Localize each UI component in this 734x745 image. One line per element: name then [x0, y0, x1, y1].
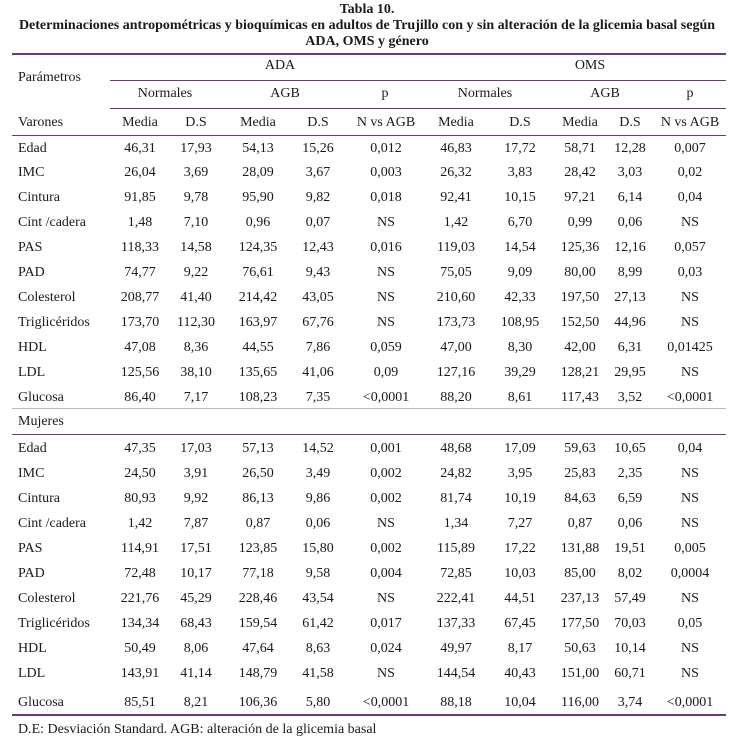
cell-ada-agb-ds: 9,86 [305, 491, 331, 506]
col-media: Media [240, 115, 276, 130]
cell-param: Edad [18, 141, 47, 156]
table-row [0, 286, 734, 311]
col-nvsagb: N vs AGB [660, 115, 720, 130]
cell-ada-p: 0,024 [370, 641, 402, 656]
cell-param: Cint /cadera [18, 516, 87, 531]
cell-ada-agb-ds: 9,82 [305, 190, 331, 205]
cell-oms-normal-media: 72,85 [440, 566, 472, 581]
varones-rule [12, 135, 726, 136]
cell-oms-p: 0,01425 [667, 340, 713, 355]
cell-oms-normal-ds: 108,95 [500, 315, 540, 330]
cell-ada-p: NS [377, 516, 395, 531]
cell-ada-agb-media: 159,54 [238, 616, 278, 631]
cell-oms-agb-media: 80,00 [564, 265, 596, 280]
table-row [0, 186, 734, 211]
cell-oms-agb-ds: 60,71 [614, 666, 646, 681]
cell-ada-p: NS [377, 591, 395, 606]
cell-ada-p: 0,018 [370, 190, 402, 205]
table-row [0, 537, 734, 562]
header-ada-p: p [381, 86, 389, 101]
cell-oms-p: <0,0001 [666, 695, 714, 710]
table-row [0, 211, 734, 236]
cell-oms-p: NS [681, 365, 699, 380]
cell-ada-agb-media: 123,85 [238, 541, 278, 556]
cell-ada-agb-ds: 41,06 [302, 365, 334, 380]
footnote: D.E: Desviación Standard. AGB: alteración de la glicemia basal [18, 722, 377, 737]
cell-oms-agb-media: 116,00 [561, 695, 599, 710]
cell-oms-normal-media: 173,73 [436, 315, 476, 330]
cell-ada-normal-media: 47,35 [124, 441, 156, 456]
cell-param: Colesterol [18, 591, 76, 606]
cell-ada-normal-media: 114,91 [121, 541, 159, 556]
cell-oms-agb-media: 152,50 [560, 315, 600, 330]
cell-oms-normal-media: 75,05 [440, 265, 472, 280]
cell-ada-agb-ds: 7,86 [305, 340, 331, 355]
cell-ada-agb-ds: 43,54 [302, 591, 334, 606]
cell-ada-agb-media: 28,09 [242, 165, 274, 180]
cell-ada-agb-ds: 9,58 [305, 566, 331, 581]
cell-ada-p: 0,003 [370, 165, 402, 180]
cell-oms-agb-ds: 6,31 [617, 340, 643, 355]
cell-oms-p: NS [681, 516, 699, 531]
cell-ada-normal-ds: 7,17 [183, 390, 209, 405]
cell-param: PAS [18, 240, 43, 255]
col-media: Media [562, 115, 598, 130]
cell-oms-p: 0,05 [677, 616, 703, 631]
cell-oms-normal-ds: 44,51 [504, 591, 536, 606]
table-row [0, 137, 734, 162]
cell-oms-normal-ds: 3,95 [507, 466, 533, 481]
cell-param: LDL [18, 365, 46, 380]
cell-ada-agb-media: 86,13 [242, 491, 274, 506]
cell-ada-agb-media: 148,79 [238, 666, 278, 681]
cell-oms-normal-media: 115,89 [437, 541, 475, 556]
cell-ada-normal-ds: 112,30 [177, 315, 215, 330]
mujeres-label: Mujeres [18, 414, 64, 429]
cell-oms-normal-media: 92,41 [440, 190, 472, 205]
cell-oms-agb-media: 131,88 [560, 541, 600, 556]
cell-oms-normal-ds: 67,45 [504, 616, 536, 631]
cell-ada-normal-media: 86,40 [124, 390, 156, 405]
cell-ada-normal-media: 72,48 [124, 566, 156, 581]
cell-param: Edad [18, 441, 47, 456]
cell-param: IMC [18, 165, 45, 180]
cell-param: Glucosa [18, 695, 64, 710]
cell-ada-normal-media: 50,49 [124, 641, 156, 656]
cell-ada-agb-media: 47,64 [242, 641, 274, 656]
cell-oms-normal-media: 81,74 [440, 491, 472, 506]
cell-ada-normal-media: 74,77 [124, 265, 156, 280]
cell-ada-normal-ds: 8,21 [183, 695, 209, 710]
cell-ada-agb-media: 228,46 [238, 591, 278, 606]
cell-oms-normal-ds: 9,09 [507, 265, 533, 280]
cell-oms-agb-media: 117,43 [561, 390, 599, 405]
cell-ada-normal-ds: 7,87 [183, 516, 209, 531]
cell-oms-normal-ds: 3,83 [507, 165, 533, 180]
table-row [0, 462, 734, 487]
table-row [0, 311, 734, 336]
cell-oms-normal-ds: 17,09 [504, 441, 536, 456]
cell-oms-normal-media: 119,03 [437, 240, 475, 255]
header-parametros: Parámetros [18, 70, 81, 85]
cell-oms-agb-media: 177,50 [560, 616, 600, 631]
table-row [0, 691, 734, 716]
cell-oms-agb-media: 0,99 [567, 215, 593, 230]
cell-param: Cintura [18, 491, 60, 506]
table-caption-cont: ADA, OMS y género [305, 34, 429, 49]
cell-ada-normal-ds: 41,40 [180, 290, 212, 305]
table-row [0, 161, 734, 186]
cell-ada-p: 0,016 [370, 240, 402, 255]
cell-ada-normal-media: 47,08 [124, 340, 156, 355]
cell-oms-normal-media: 46,83 [440, 141, 472, 156]
cell-ada-normal-ds: 9,92 [183, 491, 209, 506]
cell-ada-normal-ds: 17,93 [180, 141, 212, 156]
header-oms: OMS [574, 58, 606, 73]
mujeres-header-row [0, 410, 734, 435]
cell-ada-p: 0,001 [370, 441, 402, 456]
cell-ada-normal-media: 125,56 [120, 365, 160, 380]
cell-oms-normal-media: 26,32 [440, 165, 472, 180]
cell-ada-agb-media: 0,96 [245, 215, 271, 230]
cell-ada-normal-ds: 7,10 [183, 215, 209, 230]
cell-ada-normal-ds: 41,14 [180, 666, 212, 681]
cell-ada-agb-ds: 14,52 [302, 441, 334, 456]
cell-ada-p: NS [377, 290, 395, 305]
cell-ada-normal-media: 1,42 [127, 516, 153, 531]
cell-ada-normal-ds: 3,91 [183, 466, 209, 481]
cell-ada-normal-media: 143,91 [120, 666, 160, 681]
cell-oms-normal-media: 144,54 [436, 666, 476, 681]
cell-param: LDL [18, 666, 46, 681]
cell-oms-normal-media: 48,68 [440, 441, 472, 456]
cell-ada-p: <0,0001 [362, 695, 410, 710]
cell-ada-normal-ds: 38,10 [180, 365, 212, 380]
cell-ada-agb-ds: 41,58 [302, 666, 334, 681]
cell-ada-agb-ds: 12,43 [302, 240, 334, 255]
cell-ada-agb-media: 106,36 [238, 695, 278, 710]
cell-ada-normal-media: 221,76 [120, 591, 160, 606]
cell-ada-normal-media: 80,93 [124, 491, 156, 506]
cell-ada-p: 0,017 [370, 616, 402, 631]
cell-param: Cint /cadera [18, 215, 87, 230]
cell-param: HDL [18, 340, 47, 355]
cell-oms-p: NS [681, 641, 699, 656]
cell-oms-p: 0,04 [677, 441, 703, 456]
col-nvsagb: N vs AGB [356, 115, 416, 130]
cell-oms-agb-ds: 57,49 [614, 591, 646, 606]
cell-ada-normal-media: 173,70 [120, 315, 160, 330]
cell-ada-normal-media: 26,04 [124, 165, 156, 180]
cell-ada-normal-ds: 3,69 [183, 165, 209, 180]
cell-oms-agb-ds: 6,59 [617, 491, 643, 506]
header-sub-rule-2 [110, 108, 726, 109]
table-row [0, 437, 734, 462]
cell-oms-agb-ds: 44,96 [614, 315, 646, 330]
cell-param: PAD [18, 265, 45, 280]
cell-oms-agb-ds: 10,65 [614, 441, 646, 456]
cell-ada-agb-media: 0,87 [245, 516, 271, 531]
cell-ada-p: NS [377, 215, 395, 230]
cell-ada-normal-ds: 9,78 [183, 190, 209, 205]
cell-oms-normal-ds: 10,19 [504, 491, 536, 506]
cell-ada-normal-ds: 17,51 [180, 541, 212, 556]
cell-oms-normal-ds: 10,03 [504, 566, 536, 581]
cell-oms-agb-media: 50,63 [564, 641, 596, 656]
cell-oms-normal-media: 49,97 [440, 641, 472, 656]
cell-ada-agb-media: 135,65 [238, 365, 278, 380]
varones-header-row [0, 111, 734, 136]
cell-oms-normal-media: 127,16 [436, 365, 476, 380]
table-row [0, 361, 734, 386]
cell-param: Triglicéridos [18, 315, 90, 330]
cell-oms-p: <0,0001 [666, 390, 714, 405]
cell-param: Cintura [18, 190, 60, 205]
col-media: Media [122, 115, 158, 130]
table-row [0, 637, 734, 662]
cell-ada-agb-ds: 8,63 [305, 641, 331, 656]
cell-oms-normal-media: 210,60 [436, 290, 476, 305]
cell-ada-agb-ds: 0,06 [305, 516, 331, 531]
cell-ada-normal-media: 134,34 [120, 616, 160, 631]
cell-ada-normal-ds: 8,06 [183, 641, 209, 656]
col-media: Media [438, 115, 474, 130]
col-ds: D.S [509, 115, 531, 130]
cell-ada-p: 0,059 [370, 340, 402, 355]
cell-ada-agb-media: 108,23 [238, 390, 278, 405]
table-row [0, 336, 734, 361]
header-oms-normales: Normales [457, 86, 513, 101]
cell-ada-agb-ds: 67,76 [302, 315, 334, 330]
table-row [0, 562, 734, 587]
cell-oms-agb-ds: 29,95 [614, 365, 646, 380]
table-title: Tabla 10. [339, 2, 395, 17]
cell-oms-agb-media: 84,63 [564, 491, 596, 506]
cell-ada-agb-media: 95,90 [242, 190, 274, 205]
cell-ada-agb-ds: 5,80 [305, 695, 331, 710]
cell-ada-normal-media: 24,50 [124, 466, 156, 481]
cell-oms-agb-ds: 6,14 [617, 190, 643, 205]
cell-oms-normal-ds: 10,15 [504, 190, 536, 205]
cell-oms-normal-ds: 17,72 [504, 141, 536, 156]
cell-oms-agb-ds: 70,03 [614, 616, 646, 631]
header-ada-normales: Normales [137, 86, 193, 101]
cell-oms-p: 0,005 [674, 541, 706, 556]
cell-oms-agb-media: 25,83 [564, 466, 596, 481]
cell-ada-p: <0,0001 [362, 390, 410, 405]
cell-oms-agb-media: 59,63 [564, 441, 596, 456]
cell-oms-p: NS [681, 315, 699, 330]
cell-oms-normal-media: 1,42 [443, 215, 469, 230]
cell-oms-normal-ds: 8,17 [507, 641, 533, 656]
cell-ada-agb-media: 214,42 [238, 290, 278, 305]
cell-oms-agb-ds: 3,52 [617, 390, 643, 405]
cell-ada-agb-ds: 7,35 [305, 390, 331, 405]
col-ds: D.S [619, 115, 641, 130]
cell-oms-agb-ds: 3,03 [617, 165, 643, 180]
cell-oms-agb-ds: 8,99 [617, 265, 643, 280]
cell-ada-p: 0,002 [370, 541, 402, 556]
header-sub-rule [110, 80, 726, 81]
cell-param: IMC [18, 466, 45, 481]
cell-oms-p: NS [681, 215, 699, 230]
cell-oms-normal-ds: 14,54 [504, 240, 536, 255]
table-row [0, 236, 734, 261]
cell-ada-p: 0,004 [370, 566, 402, 581]
cell-oms-normal-ds: 8,61 [507, 390, 533, 405]
cell-oms-p: 0,03 [677, 265, 703, 280]
cell-oms-normal-media: 137,33 [436, 616, 476, 631]
cell-ada-normal-ds: 17,03 [180, 441, 212, 456]
cell-ada-normal-ds: 45,29 [180, 591, 212, 606]
cell-oms-agb-media: 237,13 [560, 591, 600, 606]
table-top-rule [12, 53, 726, 55]
cell-oms-p: 0,02 [677, 165, 703, 180]
cell-ada-normal-ds: 14,58 [180, 240, 212, 255]
cell-oms-normal-ds: 40,43 [504, 666, 536, 681]
cell-oms-normal-ds: 8,30 [507, 340, 533, 355]
cell-oms-p: 0,04 [677, 190, 703, 205]
cell-oms-p: 0,0004 [670, 566, 710, 581]
cell-ada-agb-media: 57,13 [242, 441, 274, 456]
cell-ada-agb-media: 54,13 [242, 141, 274, 156]
cell-ada-normal-ds: 68,43 [180, 616, 212, 631]
cell-ada-normal-media: 208,77 [120, 290, 160, 305]
cell-ada-agb-media: 163,97 [238, 315, 278, 330]
cell-param: Colesterol [18, 290, 76, 305]
col-ds: D.S [185, 115, 207, 130]
cell-oms-agb-ds: 27,13 [614, 290, 646, 305]
cell-param: PAS [18, 541, 43, 556]
cell-ada-normal-ds: 10,17 [180, 566, 212, 581]
cell-oms-agb-media: 58,71 [564, 141, 596, 156]
cell-ada-agb-ds: 61,42 [302, 616, 334, 631]
cell-ada-p: 0,012 [370, 141, 402, 156]
cell-oms-normal-ds: 42,33 [504, 290, 536, 305]
col-ds: D.S [307, 115, 329, 130]
mujeres-rule [12, 434, 726, 435]
cell-oms-p: NS [681, 591, 699, 606]
cell-ada-p: NS [377, 265, 395, 280]
cell-oms-agb-media: 128,21 [560, 365, 600, 380]
cell-ada-p: NS [377, 315, 395, 330]
cell-param: Glucosa [18, 390, 64, 405]
cell-oms-p: NS [681, 491, 699, 506]
cell-oms-agb-media: 0,87 [567, 516, 593, 531]
cell-oms-normal-media: 88,20 [440, 390, 472, 405]
cell-ada-p: 0,09 [373, 365, 399, 380]
cell-oms-agb-ds: 0,06 [617, 215, 643, 230]
header-oms-p: p [686, 86, 694, 101]
cell-ada-agb-media: 76,61 [242, 265, 274, 280]
cell-oms-agb-ds: 8,02 [617, 566, 643, 581]
cell-oms-agb-ds: 12,28 [614, 141, 646, 156]
cell-ada-normal-media: 46,31 [124, 141, 156, 156]
header-ada-agb: AGB [270, 86, 300, 101]
table-row [0, 487, 734, 512]
cell-oms-normal-media: 1,34 [443, 516, 469, 531]
table-row [0, 587, 734, 612]
table-row [0, 512, 734, 537]
cell-ada-agb-ds: 0,07 [305, 215, 331, 230]
cell-oms-normal-media: 47,00 [440, 340, 472, 355]
cell-ada-normal-ds: 8,36 [183, 340, 209, 355]
cell-ada-normal-media: 118,33 [121, 240, 159, 255]
cell-ada-agb-ds: 9,43 [305, 265, 331, 280]
cell-oms-p: NS [681, 290, 699, 305]
cell-oms-normal-ds: 39,29 [504, 365, 536, 380]
cell-ada-agb-ds: 15,26 [302, 141, 334, 156]
cell-oms-normal-ds: 6,70 [507, 215, 533, 230]
cell-ada-normal-media: 85,51 [124, 695, 156, 710]
cell-ada-agb-ds: 15,80 [302, 541, 334, 556]
cell-oms-normal-ds: 10,04 [504, 695, 536, 710]
table-row [0, 662, 734, 687]
table-caption: Determinaciones antropométricas y bioquímicas en adultos de Trujillo con y sin alteración de la glicemia basal según [18, 18, 716, 33]
cell-oms-normal-media: 24,82 [440, 466, 472, 481]
cell-oms-p: NS [681, 466, 699, 481]
cell-ada-agb-media: 124,35 [238, 240, 278, 255]
cell-oms-agb-media: 28,42 [564, 165, 596, 180]
cell-oms-agb-ds: 19,51 [614, 541, 646, 556]
cell-oms-agb-ds: 10,14 [614, 641, 646, 656]
cell-oms-normal-media: 222,41 [436, 591, 476, 606]
header-oms-agb: AGB [590, 86, 620, 101]
header-ada: ADA [264, 58, 296, 73]
cell-oms-agb-ds: 0,06 [617, 516, 643, 531]
cell-ada-agb-ds: 3,49 [305, 466, 331, 481]
cell-ada-normal-media: 1,48 [127, 215, 153, 230]
cell-ada-agb-ds: 43,05 [302, 290, 334, 305]
cell-oms-agb-media: 42,00 [564, 340, 596, 355]
cell-param: Triglicéridos [18, 616, 90, 631]
cell-oms-p: NS [681, 666, 699, 681]
cell-param: PAD [18, 566, 45, 581]
cell-oms-agb-ds: 2,35 [617, 466, 643, 481]
cell-param: HDL [18, 641, 47, 656]
cell-oms-agb-ds: 3,74 [617, 695, 643, 710]
cell-oms-normal-ds: 7,27 [507, 516, 533, 531]
table-bottom-rule [12, 714, 726, 716]
cell-oms-agb-media: 97,21 [564, 190, 596, 205]
cell-ada-agb-media: 77,18 [242, 566, 274, 581]
varones-label: Varones [18, 115, 64, 130]
cell-ada-p: 0,002 [370, 491, 402, 506]
mujeres-top-rule [12, 408, 726, 409]
cell-oms-agb-media: 125,36 [560, 240, 600, 255]
cell-ada-agb-media: 26,50 [242, 466, 274, 481]
cell-ada-normal-media: 91,85 [124, 190, 156, 205]
cell-oms-normal-media: 88,18 [440, 695, 472, 710]
cell-ada-agb-ds: 3,67 [305, 165, 331, 180]
cell-oms-agb-ds: 12,16 [614, 240, 646, 255]
cell-oms-normal-ds: 17,22 [504, 541, 536, 556]
cell-ada-p: 0,002 [370, 466, 402, 481]
cell-ada-p: NS [377, 666, 395, 681]
cell-ada-agb-media: 44,55 [242, 340, 274, 355]
cell-oms-p: 0,007 [674, 141, 706, 156]
cell-oms-p: 0,057 [674, 240, 706, 255]
cell-oms-agb-media: 151,00 [560, 666, 600, 681]
table-row [0, 261, 734, 286]
cell-oms-agb-media: 85,00 [564, 566, 596, 581]
cell-oms-agb-media: 197,50 [560, 290, 600, 305]
cell-ada-normal-ds: 9,22 [183, 265, 209, 280]
table-row [0, 612, 734, 637]
